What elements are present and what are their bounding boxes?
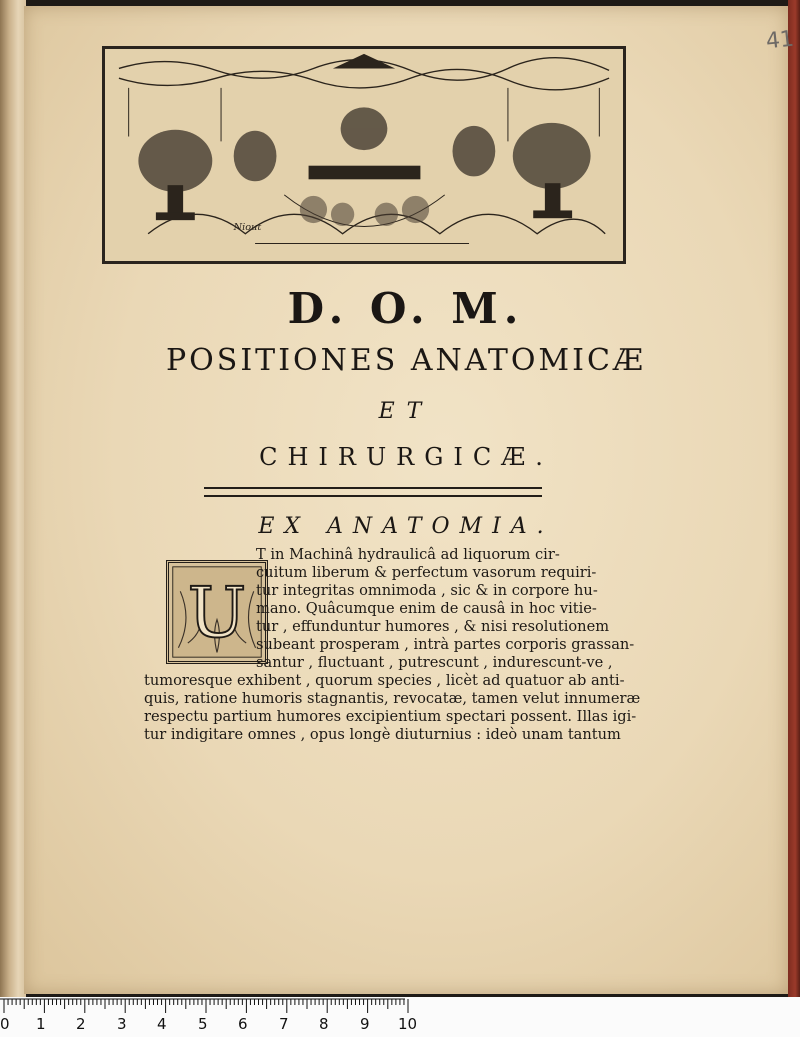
section-heading: EX ANATOMIA. (258, 514, 554, 539)
body-line: mano. Quâcumque enim de causâ in hoc vitie- (256, 600, 597, 617)
title-line-2: CHIRURGICÆ. (259, 443, 553, 471)
ruler-label: 3 (117, 1015, 127, 1033)
headpiece-engraving-icon (105, 49, 623, 261)
double-rule-divider (204, 487, 542, 497)
ruler-label: 5 (198, 1015, 208, 1033)
body-line: tur indigitare omnes , opus longè diuturnius : ideò unam tantum (144, 726, 621, 743)
body-line: respectu partium humores excipientium spectari possent. Illas igi- (144, 708, 637, 725)
title-line-1: POSITIONES ANATOMICÆ (166, 343, 646, 378)
book-binding-left (0, 0, 26, 997)
drop-cap-letter: U (187, 572, 247, 654)
page-number: 41 (764, 26, 796, 55)
drop-cap-block (166, 560, 268, 664)
title-et: ET (378, 399, 434, 424)
ruler-label: 2 (76, 1015, 86, 1033)
ruler-label: 8 (319, 1015, 329, 1033)
body-line: subeant prosperam , intrà partes corporis grassan- (256, 636, 635, 653)
foliage-ornament-icon (169, 563, 265, 661)
body-line: tur integritas omnimoda , sic & in corpore hu- (256, 582, 598, 599)
headpiece-signature: Niout (233, 221, 262, 233)
page-heading: D. O. M. (287, 284, 525, 333)
ruler-label: 4 (157, 1015, 167, 1033)
ruler-label: 1 (36, 1015, 46, 1033)
body-line: cuitum liberum & perfectum vasorum requiri- (256, 564, 597, 581)
body-line: tur , effunduntur humores , & nisi resolutionem (256, 618, 610, 635)
ruler-label: 9 (360, 1015, 370, 1033)
book-page (24, 6, 796, 994)
body-line: santur , fluctuant , putrescunt , indurescunt-ve , (256, 654, 613, 671)
ruler-label: 6 (238, 1015, 248, 1033)
book-edge-right (788, 0, 800, 997)
body-line: tumoresque exhibent , quorum species , licèt ad quatuor ab anti- (144, 672, 625, 689)
decorative-headpiece (102, 46, 626, 264)
ruler-label: 0 (0, 1015, 10, 1033)
ruler-label: 10 (398, 1015, 418, 1033)
body-line: T in Machinâ hydraulicâ ad liquorum cir- (256, 546, 560, 563)
ruler-label: 7 (279, 1015, 289, 1033)
measurement-ruler (0, 997, 800, 1037)
body-line: quis, ratione humoris stagnantis, revocatæ, tamen velut innumeræ (144, 690, 641, 707)
